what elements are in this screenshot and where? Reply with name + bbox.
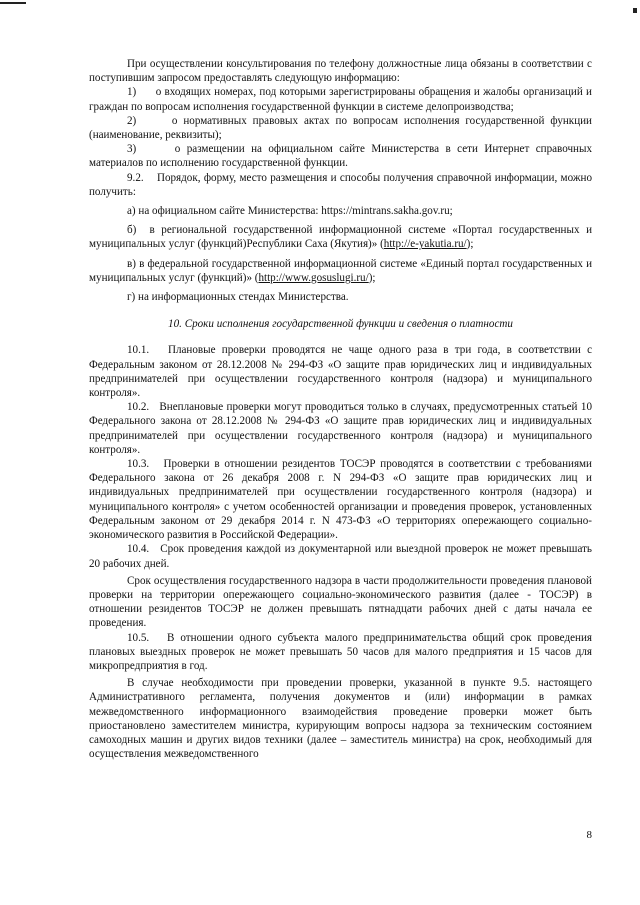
page-number: 8 bbox=[586, 829, 592, 841]
paragraph-10-2: 10.2. Внеплановые проверки могут проводиться только в случаях, предусмотренных статьей 10 Федерального закона от 28.12.2008 № 294-ФЗ «О защите прав юридических лиц и индивидуальных предпринимателей при осуществлении государственного контроля (надзора) и муниципального контроля». bbox=[89, 401, 592, 456]
gosuslugi-link[interactable]: http://www.gosuslugi.ru/ bbox=[258, 271, 369, 284]
paragraph-suspension: В случае необходимости при проведении проверки, указанной в пункте 9.5. настоящего Административного регламента, получения документов и (или) информации в рамках межведомственного информационного взаимодействия проведение проверки может быть приостановлено заместителем министра, курирующим вопросы надзора за техническим состоянием самоходных машин и других видов техники (далее – заместитель министра) на срок, необходимый для осуществления межведомственного bbox=[89, 677, 592, 761]
list-item-v bbox=[89, 257, 592, 285]
scan-mark-top-right bbox=[633, 8, 637, 13]
info-item-3: 3) о размещении на официальном сайте Министерства в сети Интернет справочных материалов по исполнению государственной функции. bbox=[89, 143, 592, 170]
paragraph-9-2: 9.2. Порядок, форму, место размещения и способы получения справочной информации, можно получить: bbox=[89, 171, 592, 198]
list-item-a: а) на официальном сайте Министерства: https://mintrans.sakha.gov.ru; bbox=[127, 205, 453, 218]
paragraph-10-1: 10.1. Плановые проверки проводятся не чаще одного раза в три года, в соответствии с Федеральным законом от 28.12.2008 № 294-ФЗ «О защите прав юридических лиц и индивидуальных предпринимателей при осуществлении государственного контроля (надзора) и муниципального контроля». bbox=[89, 344, 592, 400]
list-item-v-text: в) в федеральной государственной информационной системе «Единый портал государственных и муниципальных услуг (функций)» ( bbox=[89, 257, 592, 284]
list-item-b-end: ); bbox=[466, 238, 474, 251]
section-heading: 10. Сроки исполнения государственной функции и сведения о платности bbox=[168, 318, 513, 331]
e-yakutia-link[interactable]: http://e-yakutia.ru/ bbox=[383, 238, 467, 251]
list-item-b-text: б) в региональной государственной информационной системе «Портал государственных и муниципальных услуг (функций)Республики Саха (Якутия)» ( bbox=[89, 224, 592, 251]
list-item-g: г) на информационных стендах Министерства. bbox=[127, 291, 349, 304]
scan-mark-top-left bbox=[0, 2, 26, 4]
paragraph-tosar-term: Срок осуществления государственного надзора в части продолжительности проведения плановой проверки на территории опережающего социально-экономического развития (далее - ТОСЭР) в отношении резидентов ТОСЭР не должен превышать пятнадцати рабочих дней с даты начала ее проведения. bbox=[89, 574, 592, 630]
paragraph-10-4: 10.4. Срок проведения каждой из документарной или выездной проверок не может превышать 20 рабочих дней. bbox=[89, 543, 592, 570]
intro-paragraph: При осуществлении консультирования по телефону должностные лица обязаны в соответствии с поступившим запросом предоставлять следующую информацию: bbox=[89, 58, 592, 85]
list-item-b bbox=[89, 223, 592, 251]
paragraph-10-3: 10.3. Проверки в отношении резидентов ТОСЭР проводятся в соответствии с требованиями Федерального закона от 26 декабря 2008 г. N 294-ФЗ «О защите прав юридических лиц и индивидуальных предпринимателей при осуществлении государственного контроля (надзора) и муниципального контроля» с учетом особенностей организации и проведения проверок, установленных Федеральным законом от 29 декабря 2014 г. N 473-ФЗ «О территориях опережающего социально-экономического развития в Российской Федерации». bbox=[89, 458, 592, 542]
info-item-1: 1) о входящих номерах, под которыми зарегистрированы обращения и жалобы организаций и граждан по вопросам исполнения государственной функции в системе делопроизводства; bbox=[89, 86, 592, 113]
list-item-v-end: ); bbox=[368, 271, 376, 284]
info-item-2: 2) о нормативных правовых актах по вопросам исполнения государственной функции (наименование, реквизиты); bbox=[89, 114, 592, 142]
document-body bbox=[89, 57, 592, 761]
paragraph-10-5: 10.5. В отношении одного субъекта малого предпринимательства общий срок проведения плановых выездных проверок не может превышать 50 часов для малого предприятия и 15 часов для микропредприятия в год. bbox=[89, 631, 592, 672]
